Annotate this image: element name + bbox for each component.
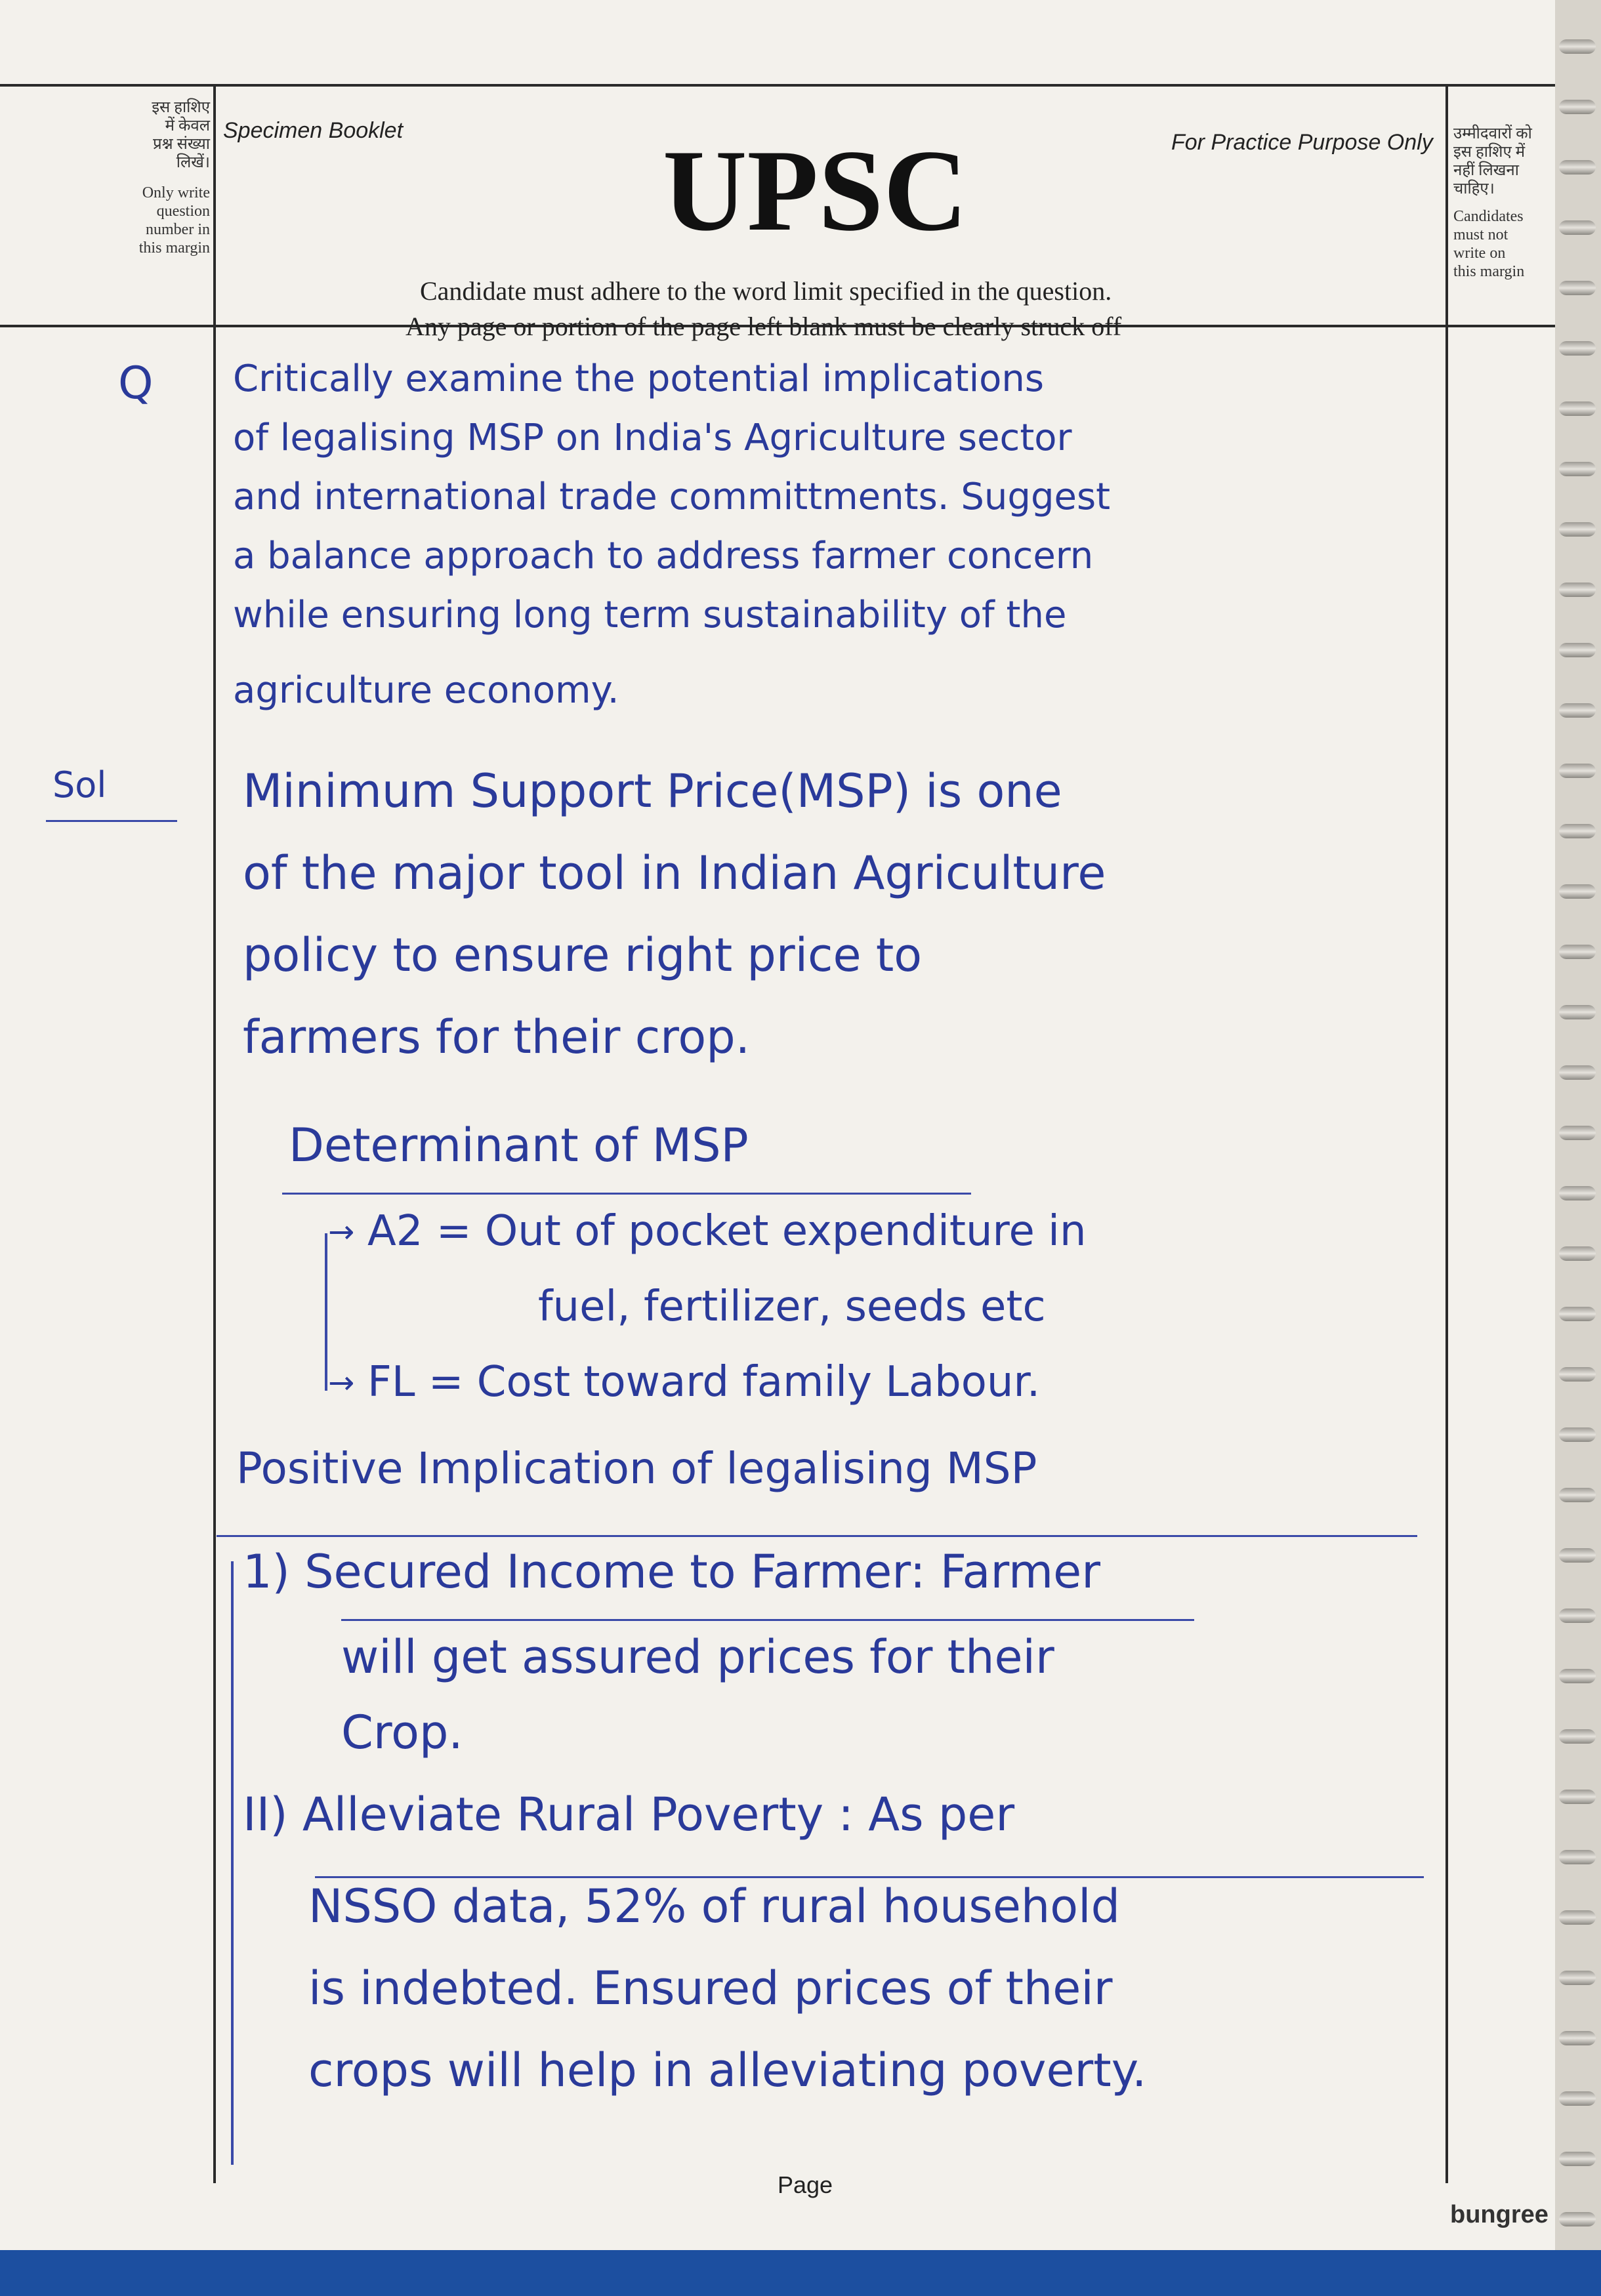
left-margin-english-line: number in: [146, 221, 210, 238]
spiral-ring: [1559, 1609, 1596, 1623]
spiral-ring: [1559, 1186, 1596, 1200]
question-marker: Q: [118, 358, 154, 409]
arrow-icon: →: [328, 1214, 355, 1250]
point-underline: [315, 1876, 1424, 1878]
spiral-ring: [1559, 1005, 1596, 1019]
right-margin-english-line: must not: [1453, 226, 1508, 243]
left-margin-hindi-line: लिखें।: [176, 154, 210, 171]
left-margin-english-line: this margin: [138, 239, 210, 256]
spiral-ring: [1559, 764, 1596, 778]
left-margin-english-line: Only write: [142, 184, 210, 201]
solution-underline: [46, 820, 177, 822]
right-margin-hindi-line: इस हाशिए में: [1453, 144, 1526, 161]
top-border: [0, 84, 1575, 87]
spiral-binding: [1555, 0, 1601, 2296]
spiral-ring: [1559, 884, 1596, 899]
spiral-ring: [1559, 1790, 1596, 1804]
question-line: a balance approach to address farmer concern: [233, 535, 1094, 577]
brand-logo: bungree: [1450, 2201, 1549, 2228]
question-line: of legalising MSP on India's Agriculture sector: [233, 417, 1072, 459]
spiral-ring: [1559, 1367, 1596, 1382]
point-underline: [341, 1619, 1194, 1621]
question-line: Critically examine the potential implications: [233, 358, 1045, 400]
answer-intro-line: farmers for their crop.: [243, 1010, 750, 1064]
specimen-label: Specimen Booklet: [223, 118, 404, 143]
right-margin-hindi-line: चाहिए।: [1453, 180, 1495, 197]
left-margin-instructions: [98, 98, 210, 257]
question-line: agriculture economy.: [233, 669, 619, 712]
spiral-ring: [1559, 583, 1596, 597]
background-surface: [0, 2250, 1601, 2296]
solution-marker: Sol: [52, 764, 107, 806]
positive-underline: [217, 1535, 1417, 1537]
point-line: crops will help in alleviating poverty.: [308, 2043, 1147, 2097]
spiral-ring: [1559, 824, 1596, 838]
left-margin-english-line: question: [156, 203, 210, 220]
right-margin-line: [1445, 84, 1448, 2183]
answer-intro-line: Minimum Support Price(MSP) is one: [243, 764, 1062, 818]
spiral-ring: [1559, 39, 1596, 54]
practice-label: For Practice Purpose Only: [1171, 130, 1433, 155]
point-line: will get assured prices for their: [341, 1630, 1054, 1684]
right-margin-hindi-line: उम्मीदवारों को: [1453, 125, 1532, 142]
spiral-ring: [1559, 160, 1596, 174]
spiral-ring: [1559, 1971, 1596, 1985]
answer-intro-line: policy to ensure right price to: [243, 928, 923, 982]
left-margin-hindi-line: प्रश्न संख्या: [152, 136, 210, 153]
page-label: Page: [778, 2171, 833, 2198]
spiral-ring: [1559, 522, 1596, 537]
spiral-ring: [1559, 1427, 1596, 1442]
spiral-ring: [1559, 401, 1596, 416]
spiral-ring: [1559, 220, 1596, 235]
spiral-ring: [1559, 1548, 1596, 1563]
point-line: is indebted. Ensured prices of their: [308, 1961, 1113, 2015]
determinant-underline: [282, 1193, 971, 1195]
right-margin-english-line: write on: [1453, 245, 1506, 262]
spiral-ring: [1559, 643, 1596, 657]
spiral-ring: [1559, 100, 1596, 114]
arrow-icon: →: [328, 1364, 355, 1401]
spiral-ring: [1559, 341, 1596, 356]
determinant-line: FL = Cost toward family Labour.: [367, 1358, 1041, 1406]
spiral-ring: [1559, 1850, 1596, 1864]
spiral-ring: [1559, 462, 1596, 476]
right-margin-instructions: [1453, 125, 1571, 281]
spiral-ring: [1559, 703, 1596, 718]
left-margin-line: [213, 84, 216, 2183]
point-line: NSSO data, 52% of rural household: [308, 1879, 1120, 1933]
determinant-line: A2 = Out of pocket expenditure in: [367, 1207, 1087, 1256]
positive-heading: Positive Implication of legalising MSP: [236, 1443, 1037, 1494]
answer-intro-line: of the major tool in Indian Agriculture: [243, 846, 1106, 900]
spiral-ring: [1559, 1729, 1596, 1744]
spiral-ring: [1559, 945, 1596, 959]
right-margin-english-line: this margin: [1453, 263, 1525, 280]
spiral-ring: [1559, 1307, 1596, 1321]
point-line: Crop.: [341, 1706, 463, 1759]
spiral-ring: [1559, 1488, 1596, 1502]
point-line: II) Alleviate Rural Poverty : As per: [243, 1788, 1015, 1841]
spiral-ring: [1559, 2212, 1596, 2226]
spiral-ring: [1559, 2091, 1596, 2106]
instruction-line-1: Candidate must adhere to the word limit specified in the question.: [420, 276, 1112, 306]
points-bracket: [231, 1561, 234, 2165]
right-margin-english-line: Candidates: [1453, 208, 1524, 225]
instruction-line-2: Any page or portion of the page left blank must be clearly struck off: [405, 312, 1122, 341]
page-title: UPSC: [663, 125, 968, 255]
determinant-bracket: [325, 1233, 327, 1391]
spiral-ring: [1559, 1065, 1596, 1080]
question-line: and international trade committments. Suggest: [233, 476, 1111, 518]
spiral-ring: [1559, 1126, 1596, 1140]
point-line: 1) Secured Income to Farmer: Farmer: [243, 1545, 1101, 1599]
spiral-ring: [1559, 1246, 1596, 1261]
question-line: while ensuring long term sustainability of the: [233, 594, 1067, 636]
determinant-heading: Determinant of MSP: [289, 1118, 749, 1172]
spiral-ring: [1559, 1910, 1596, 1925]
spiral-ring: [1559, 281, 1596, 295]
spiral-ring: [1559, 1669, 1596, 1683]
spiral-ring: [1559, 2152, 1596, 2166]
left-margin-hindi-line: में केवल: [165, 117, 210, 134]
determinant-line: fuel, fertilizer, seeds etc: [538, 1282, 1046, 1331]
left-margin-hindi-line: इस हाशिए: [152, 99, 210, 116]
right-margin-hindi-line: नहीं लिखना: [1453, 162, 1519, 179]
spiral-ring: [1559, 2031, 1596, 2045]
